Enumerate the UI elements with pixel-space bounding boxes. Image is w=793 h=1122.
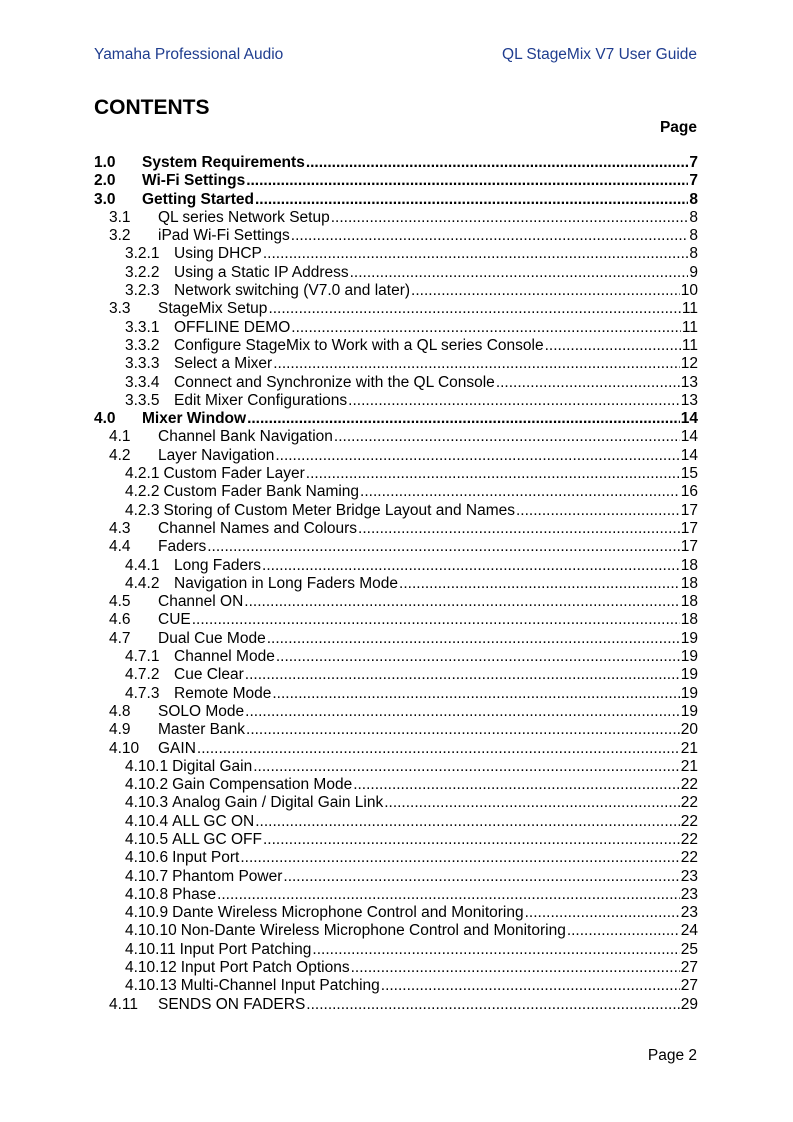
toc-entry-title: Input Port bbox=[172, 849, 240, 867]
toc-entry-page: 29 bbox=[680, 995, 698, 1013]
dot-leader bbox=[399, 575, 680, 593]
toc-entry-number: 4.2.3 bbox=[125, 501, 160, 519]
dot-leader bbox=[245, 703, 680, 721]
toc-entry-title: Edit Mixer Configurations bbox=[174, 391, 348, 409]
toc-entry[interactable] bbox=[94, 428, 698, 446]
dot-leader bbox=[197, 740, 680, 758]
toc-entry[interactable] bbox=[94, 465, 698, 483]
toc-entry[interactable] bbox=[94, 886, 698, 904]
toc-entry[interactable] bbox=[94, 996, 698, 1014]
toc-entry-number: 4.2.1 bbox=[125, 465, 160, 483]
dot-leader bbox=[312, 941, 679, 959]
toc-entry-number: 4.8 bbox=[109, 702, 131, 720]
toc-entry-title: Navigation in Long Faders Mode bbox=[174, 574, 399, 592]
toc-entry-title: Faders bbox=[158, 538, 207, 556]
dot-leader bbox=[291, 227, 689, 245]
toc-entry-title: Connect and Synchronize with the QL Console bbox=[174, 373, 495, 391]
dot-leader bbox=[276, 648, 680, 666]
toc-entry-number: 4.2 bbox=[109, 446, 131, 464]
toc-entry[interactable] bbox=[94, 959, 698, 977]
toc-entry-number: 4.7.1 bbox=[125, 648, 160, 666]
toc-entry-number: 4.10.1 bbox=[125, 757, 169, 775]
toc-entry-number: 4.10.4 bbox=[125, 812, 169, 830]
toc-entry-title: Layer Navigation bbox=[158, 446, 275, 464]
toc-entry-page: 22 bbox=[680, 776, 698, 794]
page-column-label: Page bbox=[659, 119, 697, 136]
toc-entry-number: 3.2 bbox=[109, 227, 131, 245]
dot-leader bbox=[351, 959, 680, 977]
dot-leader bbox=[267, 630, 680, 648]
toc-entry-number: 4.10.8 bbox=[125, 885, 169, 903]
toc-entry-number: 4.6 bbox=[109, 611, 131, 629]
toc-entry-page: 8 bbox=[689, 227, 698, 245]
toc-entry[interactable] bbox=[94, 740, 698, 758]
toc-entry-number: 3.3.1 bbox=[125, 318, 160, 336]
toc-entry[interactable] bbox=[94, 227, 698, 245]
toc-entry[interactable] bbox=[94, 483, 698, 501]
toc-entry[interactable] bbox=[94, 374, 698, 392]
toc-entry-number: 4.10.11 bbox=[125, 940, 176, 958]
toc-entry-page: 18 bbox=[680, 574, 698, 592]
toc-entry-number: 1.0 bbox=[94, 154, 116, 171]
toc-entry[interactable] bbox=[94, 154, 698, 172]
toc-entry-page: 14 bbox=[680, 428, 698, 446]
toc-entry[interactable] bbox=[94, 245, 698, 263]
toc-entry-title: Channel ON bbox=[158, 593, 244, 611]
toc-entry-number: 4.1 bbox=[109, 428, 131, 446]
toc-entry-page: 22 bbox=[680, 849, 698, 867]
toc-entry-page: 18 bbox=[680, 556, 698, 574]
dot-leader bbox=[253, 758, 680, 776]
toc-entry-page: 14 bbox=[680, 410, 698, 428]
toc-entry[interactable] bbox=[94, 648, 698, 666]
page-title: CONTENTS bbox=[94, 96, 210, 119]
toc-entry-page: 18 bbox=[680, 611, 698, 629]
toc-entry-title: Input Port Patching bbox=[179, 940, 312, 958]
toc-entry-title: Using DHCP bbox=[174, 245, 262, 263]
toc-entry-title: QL series Network Setup bbox=[158, 208, 330, 226]
toc-entry-title: Multi-Channel Input Patching bbox=[180, 977, 380, 995]
toc-entry[interactable] bbox=[94, 611, 698, 629]
dot-leader bbox=[244, 593, 679, 611]
dot-leader bbox=[246, 172, 688, 190]
toc-entry-title: Select a Mixer bbox=[174, 355, 273, 373]
toc-entry-title: Storing of Custom Meter Bridge Layout and Names bbox=[163, 501, 515, 519]
toc-entry-title: OFFLINE DEMO bbox=[174, 318, 291, 336]
toc-entry[interactable] bbox=[94, 922, 698, 940]
dot-leader bbox=[283, 868, 679, 886]
toc-entry-page: 23 bbox=[680, 867, 698, 885]
toc-entry[interactable] bbox=[94, 703, 698, 721]
toc-entry[interactable] bbox=[94, 209, 698, 227]
toc-entry-number: 3.2.3 bbox=[125, 282, 160, 300]
dot-leader bbox=[263, 831, 680, 849]
dot-leader bbox=[334, 428, 680, 446]
toc-entry-title: Gain Compensation Mode bbox=[172, 776, 353, 794]
dot-leader bbox=[291, 319, 681, 337]
toc-entry-title: System Requirements bbox=[142, 154, 305, 171]
toc-entry-page: 19 bbox=[680, 629, 698, 647]
toc-entry-title: Mixer Window bbox=[142, 410, 247, 428]
toc-entry[interactable] bbox=[94, 758, 698, 776]
toc-entry-number: 4.10.7 bbox=[125, 867, 169, 885]
toc-entry-page: 25 bbox=[680, 940, 698, 958]
toc-entry-page: 20 bbox=[680, 721, 698, 739]
toc-entry-number: 4.7.2 bbox=[125, 666, 160, 684]
toc-entry-title: Dante Wireless Microphone Control and Monitoring bbox=[172, 904, 524, 922]
toc-entry[interactable] bbox=[94, 172, 698, 190]
toc-entry-number: 3.3.2 bbox=[125, 336, 160, 354]
dot-leader bbox=[262, 557, 680, 575]
toc-entry[interactable] bbox=[94, 575, 698, 593]
toc-entry[interactable] bbox=[94, 813, 698, 831]
toc-entry-page: 13 bbox=[680, 391, 698, 409]
dot-leader bbox=[255, 813, 680, 831]
toc-entry[interactable] bbox=[94, 264, 698, 282]
toc-entry[interactable] bbox=[94, 941, 698, 959]
toc-entry[interactable] bbox=[94, 355, 698, 373]
dot-leader bbox=[263, 245, 689, 263]
toc-entry-page: 17 bbox=[680, 519, 698, 537]
dot-leader bbox=[306, 154, 689, 172]
dot-leader bbox=[273, 355, 680, 373]
toc-entry-number: 4.10.9 bbox=[125, 904, 169, 922]
toc-entry-page: 7 bbox=[689, 154, 698, 171]
toc-entry-number: 3.2.2 bbox=[125, 263, 160, 281]
toc-entry-page: 19 bbox=[680, 648, 698, 666]
toc-entry-title: Master Bank bbox=[158, 721, 246, 739]
toc-entry-number: 3.2.1 bbox=[125, 245, 160, 263]
dot-leader bbox=[567, 922, 680, 940]
toc-entry-title: Remote Mode bbox=[174, 684, 272, 702]
toc-entry-page: 21 bbox=[680, 757, 698, 775]
dot-leader bbox=[358, 520, 680, 538]
toc-entry-title: Non-Dante Wireless Microphone Control and Monitoring bbox=[180, 922, 566, 940]
toc-entry-number: 4.10.12 bbox=[125, 959, 177, 977]
page-footer: Page 2 bbox=[647, 1047, 697, 1064]
toc-entry[interactable] bbox=[94, 191, 698, 209]
toc-entry-number: 4.2.2 bbox=[125, 483, 160, 501]
toc-entry-title: StageMix Setup bbox=[158, 300, 268, 318]
toc-entry-page: 16 bbox=[680, 483, 698, 501]
toc-entry-number: 4.10 bbox=[109, 739, 140, 757]
dot-leader bbox=[381, 977, 680, 995]
toc-entry-title: Phase bbox=[172, 885, 217, 903]
dot-leader bbox=[545, 337, 681, 355]
toc-entry-title: Channel Bank Navigation bbox=[158, 428, 333, 446]
toc-entry-number: 4.10.10 bbox=[125, 922, 177, 940]
toc-entry-page: 19 bbox=[680, 666, 698, 684]
toc-entry-page: 18 bbox=[680, 593, 698, 611]
dot-leader bbox=[348, 392, 680, 410]
toc-entry-number: 4.10.5 bbox=[125, 830, 169, 848]
toc-entry-title: ALL GC ON bbox=[172, 812, 255, 830]
dot-leader bbox=[192, 611, 680, 629]
toc-entry-title: Custom Fader Bank Naming bbox=[163, 483, 360, 501]
toc-entry[interactable] bbox=[94, 520, 698, 538]
toc-entry[interactable] bbox=[94, 593, 698, 611]
toc-entry[interactable] bbox=[94, 282, 698, 300]
dot-leader bbox=[306, 465, 680, 483]
toc-entry-page: 14 bbox=[680, 446, 698, 464]
dot-leader bbox=[255, 191, 688, 209]
toc-entry[interactable] bbox=[94, 392, 698, 410]
toc-entry-title: ALL GC OFF bbox=[172, 830, 262, 848]
dot-leader bbox=[217, 886, 680, 904]
toc-entry-title: Custom Fader Layer bbox=[163, 465, 305, 483]
toc-entry-title: Network switching (V7.0 and later) bbox=[174, 282, 411, 300]
dot-leader bbox=[247, 410, 680, 428]
toc-entry-page: 9 bbox=[689, 263, 698, 281]
dot-leader bbox=[496, 374, 680, 392]
toc-entry-page: 24 bbox=[680, 922, 698, 940]
toc-entry[interactable] bbox=[94, 630, 698, 648]
toc-entry-page: 22 bbox=[680, 812, 698, 830]
dot-leader bbox=[411, 282, 680, 300]
toc-entry-number: 4.10.2 bbox=[125, 776, 169, 794]
header-left: Yamaha Professional Audio bbox=[94, 46, 284, 63]
toc-entry-page: 21 bbox=[680, 739, 698, 757]
dot-leader bbox=[207, 538, 680, 556]
toc-entry[interactable] bbox=[94, 721, 698, 739]
toc-entry[interactable] bbox=[94, 666, 698, 684]
dot-leader bbox=[275, 447, 679, 465]
toc-entry[interactable] bbox=[94, 685, 698, 703]
toc-entry-number: 4.0 bbox=[94, 410, 116, 428]
toc-entry-page: 22 bbox=[680, 794, 698, 812]
toc-entry-title: Input Port Patch Options bbox=[180, 959, 350, 977]
toc-entry-title: Phantom Power bbox=[172, 867, 283, 885]
toc-entry-number: 4.10.3 bbox=[125, 794, 169, 812]
dot-leader bbox=[272, 685, 679, 703]
toc-entry[interactable] bbox=[94, 337, 698, 355]
toc-entry-number: 3.0 bbox=[94, 190, 116, 208]
toc-entry-number: 4.7 bbox=[109, 629, 131, 647]
toc-entry-page: 23 bbox=[680, 904, 698, 922]
toc-entry-title: Getting Started bbox=[142, 190, 254, 208]
toc-entry-title: Channel Mode bbox=[174, 648, 275, 666]
toc-entry-page: 13 bbox=[680, 373, 698, 391]
toc-entry[interactable] bbox=[94, 977, 698, 995]
table-of-contents bbox=[94, 154, 698, 1014]
dot-leader bbox=[350, 264, 689, 282]
toc-entry-number: 4.7.3 bbox=[125, 684, 160, 702]
toc-entry[interactable] bbox=[94, 776, 698, 794]
toc-entry-page: 12 bbox=[680, 355, 698, 373]
dot-leader bbox=[384, 794, 680, 812]
toc-entry-page: 15 bbox=[680, 465, 698, 483]
header-right: QL StageMix V7 User Guide bbox=[502, 46, 697, 63]
toc-entry-page: 27 bbox=[680, 977, 698, 995]
toc-entry-number: 4.4 bbox=[109, 538, 131, 556]
toc-entry-page: 22 bbox=[680, 830, 698, 848]
toc-entry[interactable] bbox=[94, 849, 698, 867]
dot-leader bbox=[525, 904, 680, 922]
toc-entry-number: 3.3.5 bbox=[125, 391, 160, 409]
toc-entry[interactable] bbox=[94, 868, 698, 886]
toc-entry-page: 23 bbox=[680, 885, 698, 903]
toc-entry-title: Dual Cue Mode bbox=[158, 629, 266, 647]
toc-entry-number: 4.3 bbox=[109, 519, 131, 537]
toc-entry-page: 8 bbox=[689, 245, 698, 263]
dot-leader bbox=[246, 721, 680, 739]
toc-entry-page: 27 bbox=[680, 959, 698, 977]
toc-entry-page: 11 bbox=[681, 300, 698, 318]
toc-entry-number: 4.4.1 bbox=[125, 556, 160, 574]
dot-leader bbox=[240, 849, 679, 867]
toc-entry[interactable] bbox=[94, 904, 698, 922]
toc-entry[interactable] bbox=[94, 794, 698, 812]
toc-entry[interactable] bbox=[94, 831, 698, 849]
toc-entry-number: 4.4.2 bbox=[125, 574, 160, 592]
toc-entry-page: 17 bbox=[680, 501, 698, 519]
toc-entry[interactable] bbox=[94, 300, 698, 318]
toc-entry-title: CUE bbox=[158, 611, 191, 629]
toc-entry-title: Analog Gain / Digital Gain Link bbox=[172, 794, 384, 812]
toc-entry-title: Channel Names and Colours bbox=[158, 519, 358, 537]
dot-leader bbox=[245, 666, 680, 684]
dot-leader bbox=[360, 483, 680, 501]
toc-entry-page: 11 bbox=[681, 318, 698, 336]
toc-entry-title: GAIN bbox=[158, 739, 196, 757]
toc-entry-page: 19 bbox=[680, 684, 698, 702]
toc-entry-number: 2.0 bbox=[94, 172, 116, 190]
toc-entry-page: 8 bbox=[689, 190, 698, 208]
toc-entry-title: Digital Gain bbox=[172, 757, 253, 775]
toc-entry-number: 3.1 bbox=[109, 208, 131, 226]
toc-entry-page: 7 bbox=[689, 172, 698, 190]
toc-entry-number: 4.9 bbox=[109, 721, 131, 739]
toc-entry-title: SOLO Mode bbox=[158, 702, 245, 720]
toc-entry-page: 8 bbox=[689, 208, 698, 226]
dot-leader bbox=[331, 209, 689, 227]
toc-entry-page: 10 bbox=[680, 282, 698, 300]
toc-entry-title: Configure StageMix to Work with a QL series Console bbox=[174, 336, 544, 354]
toc-entry[interactable] bbox=[94, 447, 698, 465]
toc-entry-number: 4.10.6 bbox=[125, 849, 169, 867]
toc-entry-page: 19 bbox=[680, 702, 698, 720]
toc-entry-number: 3.3 bbox=[109, 300, 131, 318]
toc-entry[interactable] bbox=[94, 502, 698, 520]
toc-entry[interactable] bbox=[94, 538, 698, 556]
toc-entry-number: 3.3.4 bbox=[125, 373, 160, 391]
toc-entry-page: 11 bbox=[681, 336, 698, 354]
toc-entry[interactable] bbox=[94, 319, 698, 337]
toc-entry-title: Wi-Fi Settings bbox=[142, 172, 246, 190]
toc-entry-title: Using a Static IP Address bbox=[174, 263, 349, 281]
dot-leader bbox=[516, 502, 680, 520]
dot-leader bbox=[268, 300, 680, 318]
toc-entry[interactable] bbox=[94, 410, 698, 428]
toc-entry-title: SENDS ON FADERS bbox=[158, 995, 306, 1013]
toc-entry-number: 3.3.3 bbox=[125, 355, 160, 373]
toc-entry[interactable] bbox=[94, 557, 698, 575]
toc-entry-page: 17 bbox=[680, 538, 698, 556]
dot-leader bbox=[306, 996, 679, 1014]
toc-entry-title: Cue Clear bbox=[174, 666, 244, 684]
toc-entry-number: 4.5 bbox=[109, 593, 131, 611]
toc-entry-title: Long Faders bbox=[174, 556, 262, 574]
toc-entry-number: 4.11 bbox=[109, 995, 139, 1013]
toc-entry-title: iPad Wi-Fi Settings bbox=[158, 227, 290, 245]
toc-entry-number: 4.10.13 bbox=[125, 977, 177, 995]
dot-leader bbox=[353, 776, 680, 794]
